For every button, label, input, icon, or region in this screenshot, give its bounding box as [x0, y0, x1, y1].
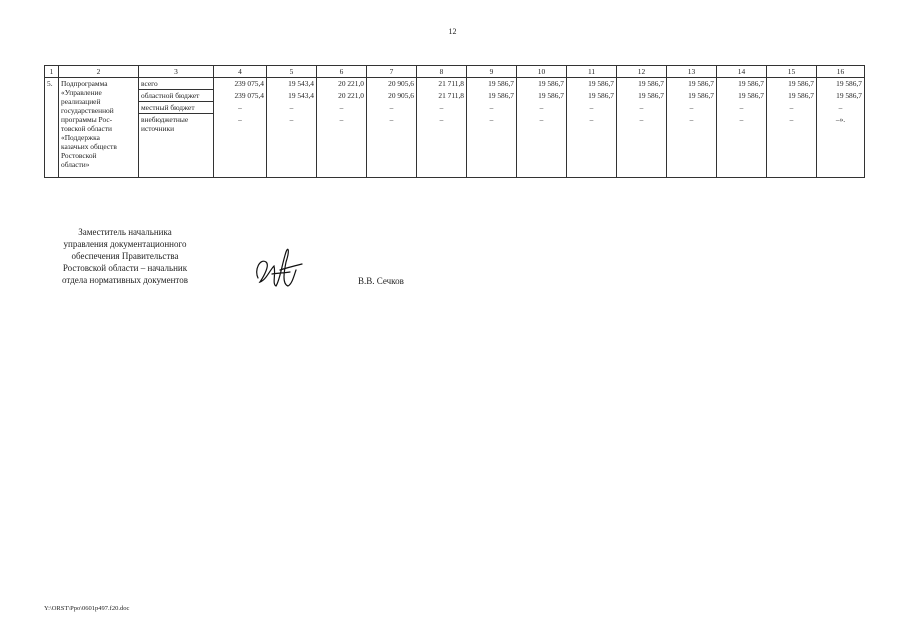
- program-name-line: «Управление: [61, 88, 102, 97]
- signer-title-line: управления документационного: [63, 239, 187, 249]
- program-name-line: программы Рос-: [61, 115, 113, 124]
- value-cell: –: [214, 102, 267, 114]
- value-cell: 20 905,6: [367, 90, 417, 102]
- handwritten-signature: [250, 240, 306, 296]
- value-cell: –: [717, 102, 767, 114]
- value-cell: –: [467, 114, 517, 178]
- value-cell: –: [767, 114, 817, 178]
- row-number: 5.: [45, 78, 59, 178]
- header-cell: 4: [214, 66, 267, 78]
- value-cell: 19 543,4: [267, 90, 317, 102]
- value-cell: –: [767, 102, 817, 114]
- value-cell: 19 586,7: [467, 90, 517, 102]
- value-cell: –: [717, 114, 767, 178]
- value-cell: 19 586,7: [517, 90, 567, 102]
- header-cell: 13: [667, 66, 717, 78]
- header-cell: 2: [59, 66, 139, 78]
- value-cell: –».: [817, 114, 865, 178]
- signer-title-line: обеспечения Правительства: [71, 251, 179, 261]
- signer-name: В.В. Сечков: [358, 276, 404, 286]
- value-cell: –: [317, 102, 367, 114]
- value-cell: 19 586,7: [567, 90, 617, 102]
- value-cell: –: [417, 102, 467, 114]
- file-path: Y:\ORST\Ppo\0601p497.f20.doc: [44, 605, 130, 612]
- signer-title: [40, 226, 210, 286]
- value-cell: –: [367, 102, 417, 114]
- value-cell: –: [517, 114, 567, 178]
- header-cell: 6: [317, 66, 367, 78]
- value-cell: –: [214, 114, 267, 178]
- value-cell: 239 075,4: [214, 78, 267, 90]
- program-name-line: «Поддержка: [61, 133, 100, 142]
- value-cell: 19 586,7: [817, 78, 865, 90]
- program-name-line: реализацией: [61, 97, 101, 106]
- funding-source: областной бюджет: [139, 90, 214, 102]
- page-number: 12: [448, 27, 457, 36]
- program-name-line: области»: [61, 160, 90, 169]
- header-cell: 11: [567, 66, 617, 78]
- table-row: [45, 102, 865, 114]
- header-cell: 1: [45, 66, 59, 78]
- value-cell: 19 586,7: [617, 78, 667, 90]
- signer-title-line: Заместитель начальника: [78, 227, 172, 237]
- value-cell: 19 586,7: [617, 90, 667, 102]
- program-name-cell: [59, 78, 139, 178]
- funding-source: внебюджетные источники: [139, 114, 214, 178]
- funding-source: местный бюджет: [139, 102, 214, 114]
- value-cell: –: [567, 102, 617, 114]
- header-cell: 5: [267, 66, 317, 78]
- value-cell: –: [317, 114, 367, 178]
- header-cell: 9: [467, 66, 517, 78]
- header-cell: 8: [417, 66, 467, 78]
- value-cell: 19 586,7: [567, 78, 617, 90]
- table-header-row: [45, 66, 865, 78]
- program-name-line: товской области: [61, 124, 112, 133]
- header-cell: 3: [139, 66, 214, 78]
- value-cell: –: [417, 114, 467, 178]
- value-cell: 239 075,4: [214, 90, 267, 102]
- value-cell: 19 586,7: [667, 90, 717, 102]
- value-cell: 19 586,7: [767, 78, 817, 90]
- value-cell: –: [617, 114, 667, 178]
- value-cell: –: [267, 102, 317, 114]
- value-cell: –: [667, 114, 717, 178]
- program-name-line: казачьих обществ: [61, 142, 117, 151]
- value-cell: 19 543,4: [267, 78, 317, 90]
- value-cell: –: [467, 102, 517, 114]
- value-cell: –: [567, 114, 617, 178]
- table-row: [45, 78, 865, 90]
- header-cell: 10: [517, 66, 567, 78]
- header-cell: 16: [817, 66, 865, 78]
- header-cell: 14: [717, 66, 767, 78]
- value-cell: –: [617, 102, 667, 114]
- value-cell: 19 586,7: [467, 78, 517, 90]
- value-cell: –: [667, 102, 717, 114]
- value-cell: –: [267, 114, 317, 178]
- value-cell: 19 586,7: [717, 78, 767, 90]
- header-cell: 7: [367, 66, 417, 78]
- program-name-line: Ростовской: [61, 151, 97, 160]
- table-row: [45, 114, 865, 178]
- table-row: [45, 90, 865, 102]
- budget-table: [44, 65, 865, 178]
- header-cell: 12: [617, 66, 667, 78]
- value-cell: –: [517, 102, 567, 114]
- program-name-line: государственной: [61, 106, 114, 115]
- funding-source: всего: [139, 78, 214, 90]
- value-cell: 20 221,0: [317, 90, 367, 102]
- value-cell: 19 586,7: [667, 78, 717, 90]
- header-cell: 15: [767, 66, 817, 78]
- value-cell: –: [817, 102, 865, 114]
- value-cell: 19 586,7: [817, 90, 865, 102]
- program-name-line: Подпрограмма: [61, 79, 108, 88]
- value-cell: 19 586,7: [717, 90, 767, 102]
- value-cell: 19 586,7: [517, 78, 567, 90]
- value-cell: 21 711,8: [417, 78, 467, 90]
- signer-title-line: Ростовской области – начальник: [62, 263, 188, 273]
- value-cell: 21 711,8: [417, 90, 467, 102]
- value-cell: 20 221,0: [317, 78, 367, 90]
- signer-title-line: отдела нормативных документов: [62, 275, 188, 285]
- value-cell: 20 905,6: [367, 78, 417, 90]
- value-cell: –: [367, 114, 417, 178]
- value-cell: 19 586,7: [767, 90, 817, 102]
